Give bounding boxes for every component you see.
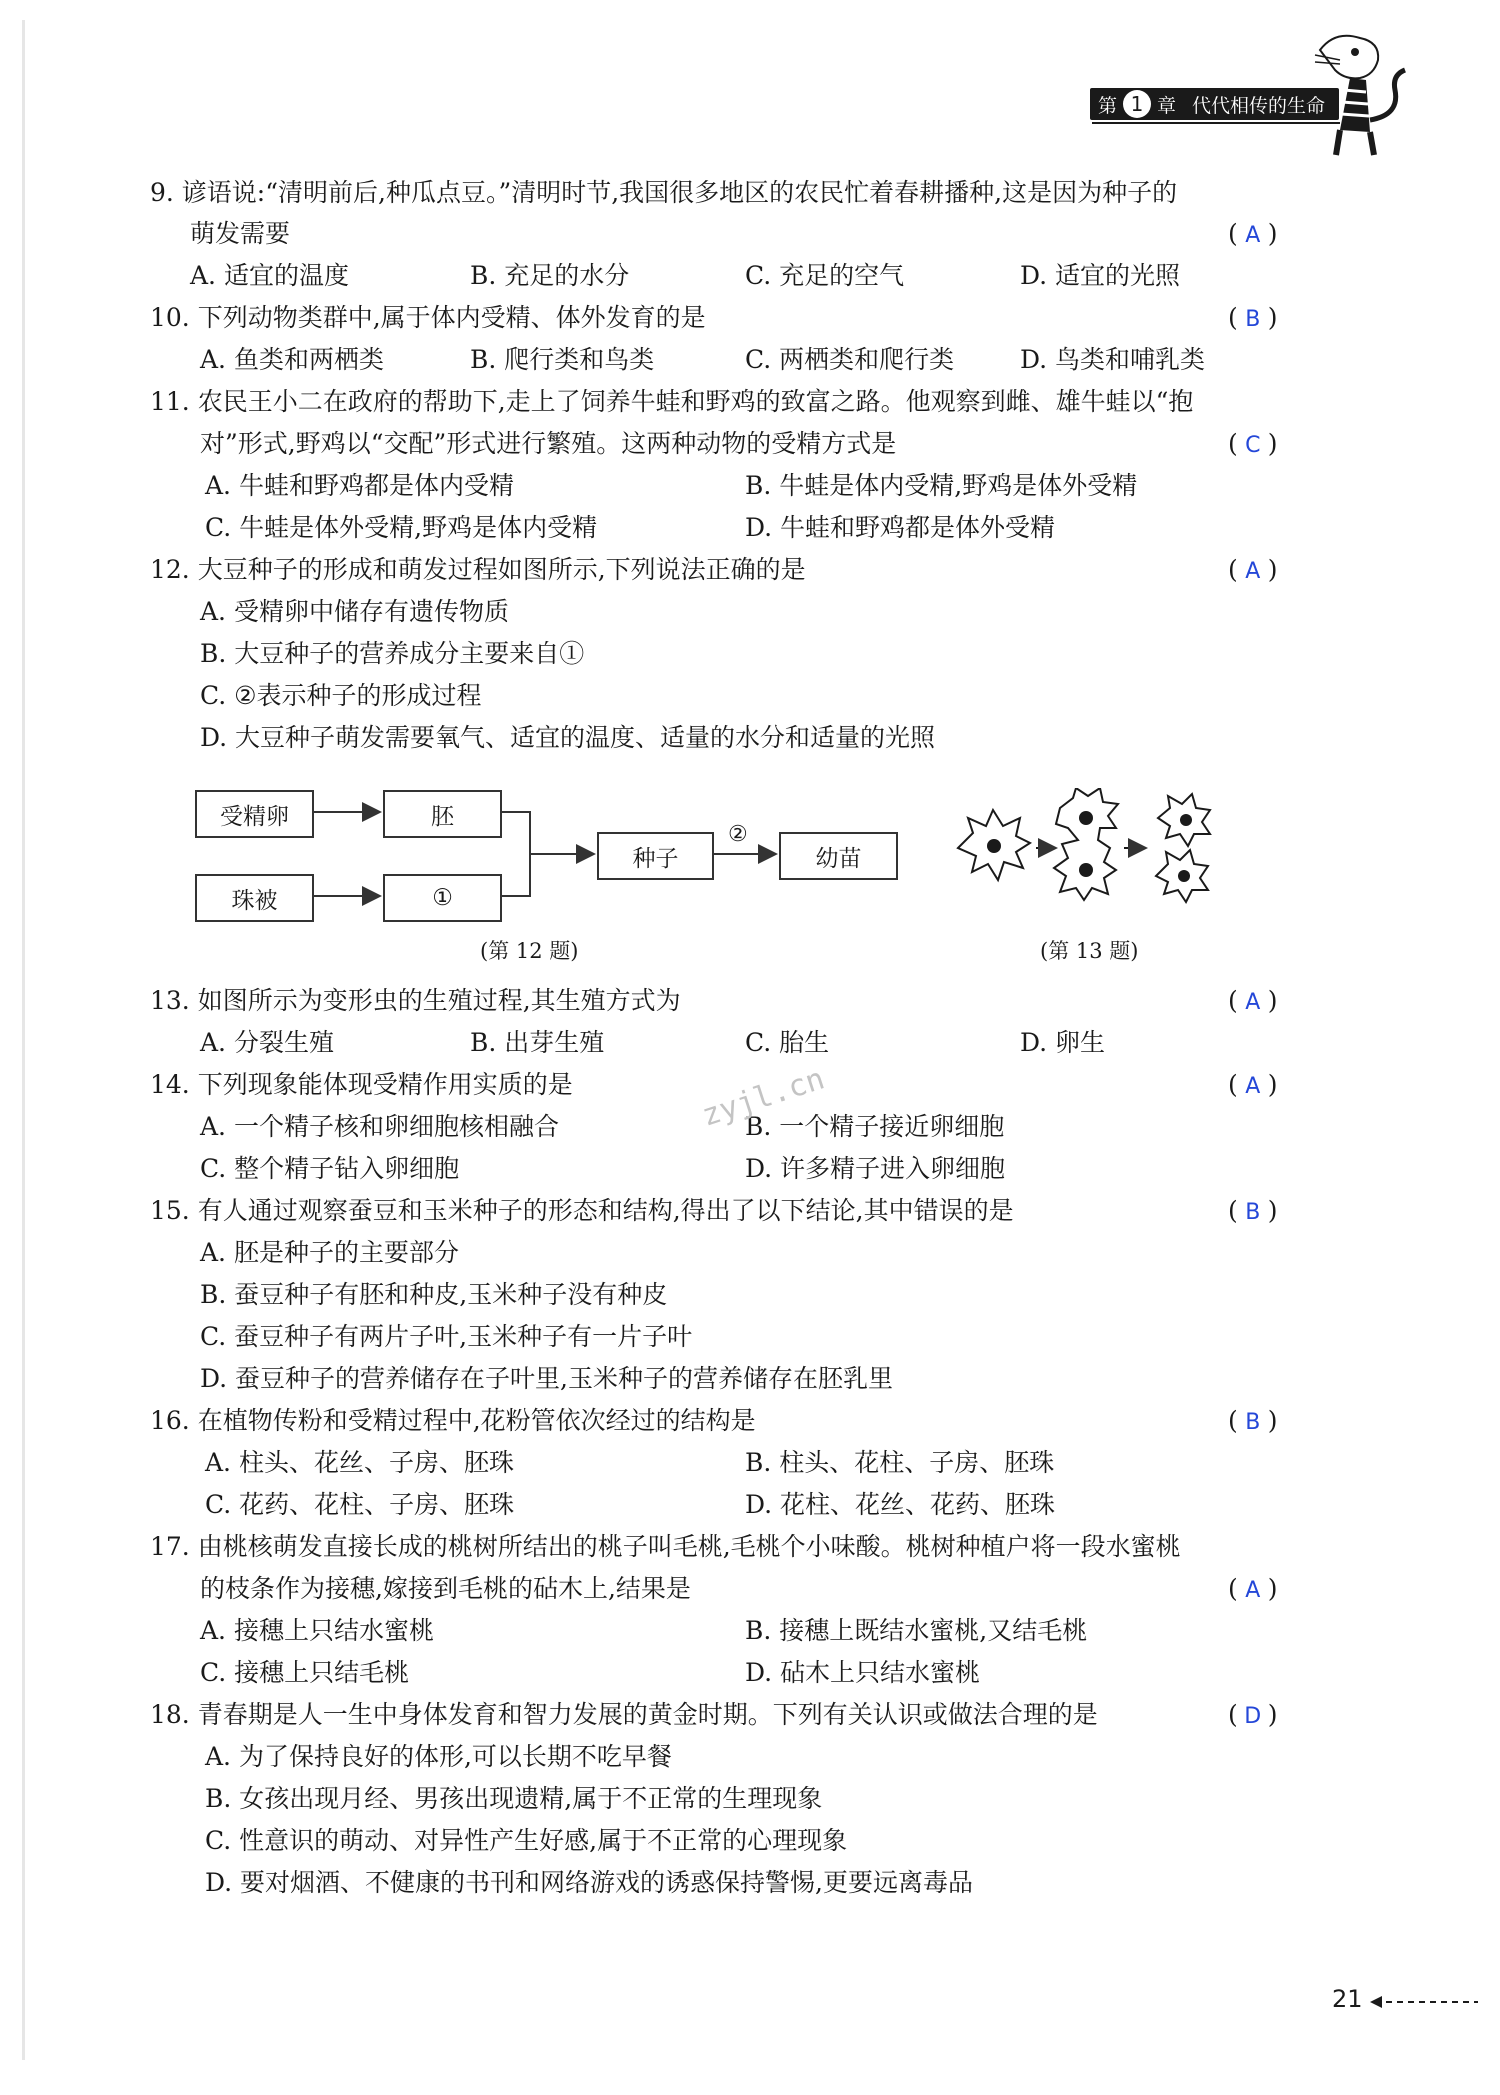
q11-stem-line2: 对”形式,野鸡以“交配”形式进行繁殖。这两种动物的受精方式是 <box>200 429 897 458</box>
box-seed: 种子 <box>597 832 714 880</box>
amoeba-daughter-icons <box>1156 794 1210 902</box>
chapter-suffix: 章 <box>1157 94 1177 117</box>
q16-option-d: D. 花柱、花丝、花药、胚珠 <box>745 1490 1056 1519</box>
amoeba-parent-icon <box>958 810 1030 880</box>
q12-option-a: A. 受精卵中储存有遗传物质 <box>200 597 509 626</box>
q17-stem-line2: 的枝条作为接穗,嫁接到毛桃的砧木上,结果是 <box>200 1574 691 1603</box>
q14-stem: 14. 下列现象能体现受精作用实质的是 <box>150 1070 573 1099</box>
q11-option-c: C. 牛蛙是体外受精,野鸡是体内受精 <box>205 513 598 542</box>
q12-answer-letter: A <box>1245 559 1261 584</box>
q10-answer: ( B ) <box>1228 303 1278 332</box>
q16-option-a: A. 柱头、花丝、子房、胚珠 <box>205 1448 514 1477</box>
q11-option-a: A. 牛蛙和野鸡都是体内受精 <box>205 471 514 500</box>
q18-option-d: D. 要对烟酒、不健康的书刊和网络游戏的诱惑保持警惕,更要远离毒品 <box>205 1868 973 1897</box>
q11-stem-line1: 11. 农民王小二在政府的帮助下,走上了饲养牛蛙和野鸡的致富之路。他观察到雌、雄牛蛙以“抱 <box>150 387 1194 416</box>
q9-stem-line1: 9. 谚语说:“清明前后,种瓜点豆。”清明时节,我国很多地区的农民忙着春耕播种,这是因为种子的 <box>150 178 1178 207</box>
q18-answer: ( D ) <box>1228 1700 1278 1729</box>
q15-option-b: B. 蚕豆种子有胚和种皮,玉米种子没有种皮 <box>200 1280 668 1309</box>
q10-answer-letter: B <box>1245 307 1261 332</box>
q13-answer-letter: A <box>1245 990 1261 1015</box>
q18-option-b: B. 女孩出现月经、男孩出现遗精,属于不正常的生理现象 <box>205 1784 823 1813</box>
q15-option-c: C. 蚕豆种子有两片子叶,玉米种子有一片子叶 <box>200 1322 693 1351</box>
q17-option-b: B. 接穗上既结水蜜桃,又结毛桃 <box>745 1616 1088 1645</box>
q10-option-d: D. 鸟类和哺乳类 <box>1020 345 1206 374</box>
q14-option-d: D. 许多精子进入卵细胞 <box>745 1154 1006 1183</box>
q14-answer: ( A ) <box>1228 1070 1278 1099</box>
q10-option-b: B. 爬行类和鸟类 <box>470 345 655 374</box>
q16-answer: ( B ) <box>1228 1406 1278 1435</box>
q18-option-c: C. 性意识的萌动、对异性产生好感,属于不正常的心理现象 <box>205 1826 848 1855</box>
arrow-label-two: ② <box>728 822 748 847</box>
q11-option-b: B. 牛蛙是体内受精,野鸡是体外受精 <box>745 471 1138 500</box>
q15-stem: 15. 有人通过观察蚕豆和玉米种子的形态和结构,得出了以下结论,其中错误的是 <box>150 1196 1014 1225</box>
q17-option-a: A. 接穗上只结水蜜桃 <box>200 1616 434 1645</box>
q13-option-a: A. 分裂生殖 <box>200 1028 334 1057</box>
q17-answer-letter: A <box>1245 1578 1261 1603</box>
q13-stem: 13. 如图所示为变形虫的生殖过程,其生殖方式为 <box>150 986 681 1015</box>
q9-option-a: A. 适宜的温度 <box>190 261 349 290</box>
chapter-number: 1 <box>1123 90 1151 118</box>
q15-option-d: D. 蚕豆种子的营养储存在子叶里,玉米种子的营养储存在胚乳里 <box>200 1364 893 1393</box>
q15-answer: ( B ) <box>1228 1196 1278 1225</box>
q18-stem: 18. 青春期是人一生中身体发育和智力发展的黄金时期。下列有关认识或做法合理的是 <box>150 1700 1098 1729</box>
q9-answer: ( A ) <box>1228 219 1278 248</box>
q9-stem-line2: 萌发需要 <box>190 219 291 248</box>
q10-stem: 10. 下列动物类群中,属于体内受精、体外发育的是 <box>150 303 706 332</box>
q12-option-b: B. 大豆种子的营养成分主要来自① <box>200 639 585 668</box>
page-arrow-icon <box>1370 1996 1480 2008</box>
q14-option-a: A. 一个精子核和卵细胞核相融合 <box>200 1112 559 1141</box>
q10-option-c: C. 两栖类和爬行类 <box>745 345 955 374</box>
q12-option-c: C. ②表示种子的形成过程 <box>200 681 482 710</box>
q17-answer: ( A ) <box>1228 1574 1278 1603</box>
amoeba-dividing-icon <box>1054 788 1118 900</box>
q18-answer-letter: D <box>1244 1704 1262 1729</box>
q11-answer: ( C ) <box>1228 429 1278 458</box>
q18-option-a: A. 为了保持良好的体形,可以长期不吃早餐 <box>205 1742 672 1771</box>
chapter-prefix: 第 <box>1098 94 1118 117</box>
watermark: zyjl.cn <box>697 1061 829 1134</box>
box-integument: 珠被 <box>195 874 314 922</box>
q17-option-c: C. 接穗上只结毛桃 <box>200 1658 410 1687</box>
q9-option-b: B. 充足的水分 <box>470 261 630 290</box>
q13-option-c: C. 胎生 <box>745 1028 830 1057</box>
q13-answer: ( A ) <box>1228 986 1278 1015</box>
q13-option-b: B. 出芽生殖 <box>470 1028 605 1057</box>
q11-answer-letter: C <box>1245 433 1261 458</box>
q13-caption: (第 13 题) <box>1040 939 1139 963</box>
q16-answer-letter: B <box>1245 1410 1261 1435</box>
page-number: 21 <box>1332 1985 1363 2013</box>
q16-stem: 16. 在植物传粉和受精过程中,花粉管依次经过的结构是 <box>150 1406 756 1435</box>
q12-stem: 12. 大豆种子的形成和萌发过程如图所示,下列说法正确的是 <box>150 555 806 584</box>
box-fertilized-egg: 受精卵 <box>195 790 314 838</box>
q14-answer-letter: A <box>1245 1074 1261 1099</box>
q10-option-a: A. 鱼类和两栖类 <box>200 345 384 374</box>
box-seedling: 幼苗 <box>779 832 898 880</box>
q13-option-d: D. 卵生 <box>1020 1028 1106 1057</box>
q15-answer-letter: B <box>1245 1200 1261 1225</box>
box-circled-one: ① <box>383 874 502 922</box>
chapter-title: 代代相传的生命 <box>1192 94 1326 117</box>
q12-caption: (第 12 题) <box>480 939 579 963</box>
q17-option-d: D. 砧木上只结水蜜桃 <box>745 1658 981 1687</box>
q9-answer-letter: A <box>1245 223 1261 248</box>
q16-option-c: C. 花药、花柱、子房、胚珠 <box>205 1490 515 1519</box>
q12-option-d: D. 大豆种子萌发需要氧气、适宜的温度、适量的水分和适量的光照 <box>200 723 936 752</box>
q14-option-c: C. 整个精子钻入卵细胞 <box>200 1154 460 1183</box>
amoeba-division-diagram <box>948 788 1238 908</box>
q12-answer: ( A ) <box>1228 555 1278 584</box>
box-embryo: 胚 <box>383 790 502 838</box>
q15-option-a: A. 胚是种子的主要部分 <box>200 1238 459 1267</box>
q14-option-b: B. 一个精子接近卵细胞 <box>745 1112 1005 1141</box>
q11-option-d: D. 牛蛙和野鸡都是体外受精 <box>745 513 1056 542</box>
q9-option-c: C. 充足的空气 <box>745 261 905 290</box>
q17-stem-line1: 17. 由桃核萌发直接长成的桃树所结出的桃子叫毛桃,毛桃个小味酸。桃树种植户将一段水蜜桃 <box>150 1532 1181 1561</box>
q16-option-b: B. 柱头、花柱、子房、胚珠 <box>745 1448 1055 1477</box>
q9-option-d: D. 适宜的光照 <box>1020 261 1181 290</box>
